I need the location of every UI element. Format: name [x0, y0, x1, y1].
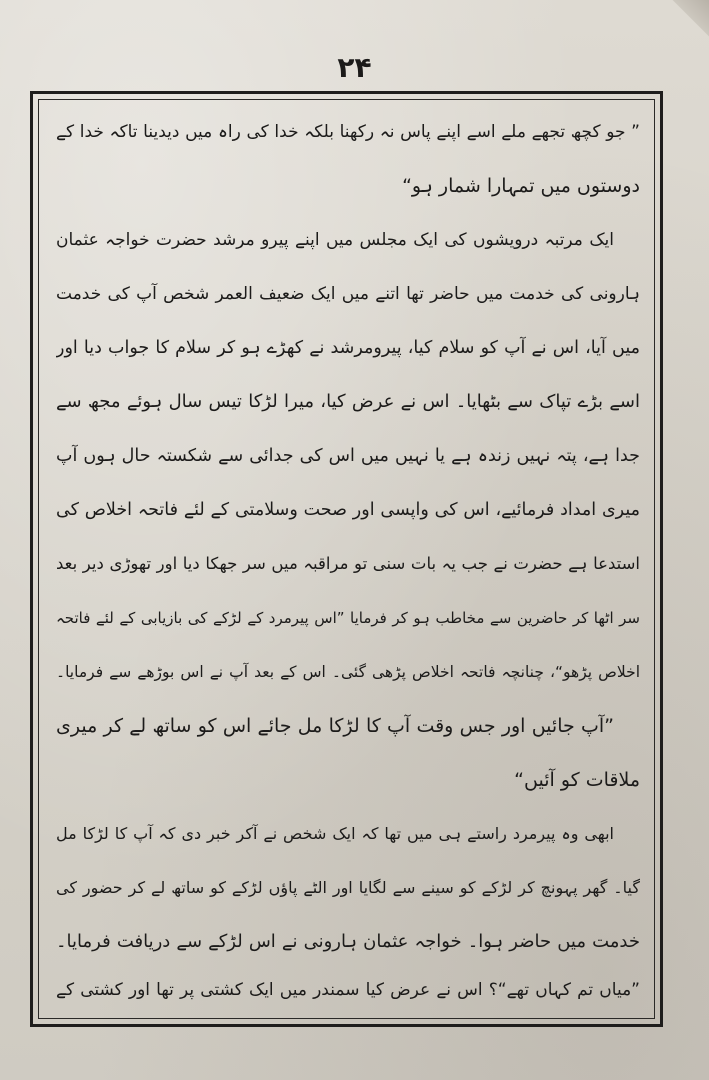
text-line-2: دوستوں میں تمہارا شمار ہو“ — [402, 175, 640, 197]
text-line-1: ” جو کچھ تجھے ملے اسے اپنے پاس نہ رکھنا بلکہ خدا کی راہ میں دیدینا تاکہ خدا کے — [56, 122, 640, 142]
page-number: ۲۴ — [337, 51, 372, 84]
text-line-4: ہارونی کی خدمت میں حاضر تھا اتنے میں ایک ضعیف العمر شخص آپ کی خدمت — [56, 284, 640, 304]
text-line-6: اسے بڑے تپاک سے بٹھایا۔ اس نے عرض کیا، میرا لڑکا تیس سال ہوئے مجھ سے — [56, 391, 640, 412]
text-line-9: استدعا ہے حضرت نے جب یہ بات سنی تو مراقبہ میں سر جھکا دیا اور تھوڑی دیر بعد — [56, 554, 640, 573]
text-line-8: میری امداد فرمائیے، اس کی واپسی اور صحت وسلامتی کے لئے فاتحہ اخلاص کی — [56, 500, 640, 520]
urdu-text-body — [56, 112, 640, 1012]
text-line-16: خدمت میں حاضر ہوا۔ خواجہ عثمان ہارونی نے اس لڑکے سے دریافت فرمایا۔ — [56, 931, 640, 952]
text-line-15: گیا۔ گھر پہونچ کر لڑکے کو سینے سے لگایا اور الٹے پاؤں لڑکے کو ساتھ لے کر حضور کی — [56, 878, 640, 897]
text-line-17: ”میاں تم کہاں تھے“؟ اس نے عرض کیا سمندر میں ایک کشتی پر تھا اور کشتی کے — [56, 980, 640, 1000]
text-line-11: اخلاص پڑھو“، چنانچہ فاتحہ اخلاص پڑھی گئی۔ اس کے بعد آپ نے اس بوڑھے سے فرمایا۔ — [56, 663, 640, 681]
text-line-10: سر اٹھا کر حاضرین سے مخاطب ہو کر فرمایا ”اس پیرمرد کے لڑکے کی بازیابی کے لئے فاتحہ — [56, 609, 640, 627]
text-line-3: ایک مرتبہ درویشوں کی ایک مجلس میں اپنے پیرو مرشد حضرت خواجہ عثمان — [56, 230, 614, 250]
text-line-13: ملاقات کو آئیں“ — [514, 769, 640, 791]
page-corner-shadow — [669, 0, 709, 40]
text-line-12: ”آپ جائیں اور جس وقت آپ کا لڑکا مل جائے اس کو ساتھ لے کر میری — [56, 715, 614, 737]
text-line-5: میں آیا، اس نے آپ کو سلام کیا، پیرومرشد نے کھڑے ہو کر سلام کا جواب دیا اور — [56, 338, 640, 358]
text-line-7: جدا ہے، پتہ نہیں زندہ ہے یا نہیں میں اس کی جدائی سے شکستہ حال ہوں آپ — [56, 446, 640, 466]
text-line-14: ابھی وہ پیرمرد راستے ہی میں تھا کہ ایک شخص نے آکر خبر دی کہ آپ کا لڑکا مل — [56, 824, 615, 843]
